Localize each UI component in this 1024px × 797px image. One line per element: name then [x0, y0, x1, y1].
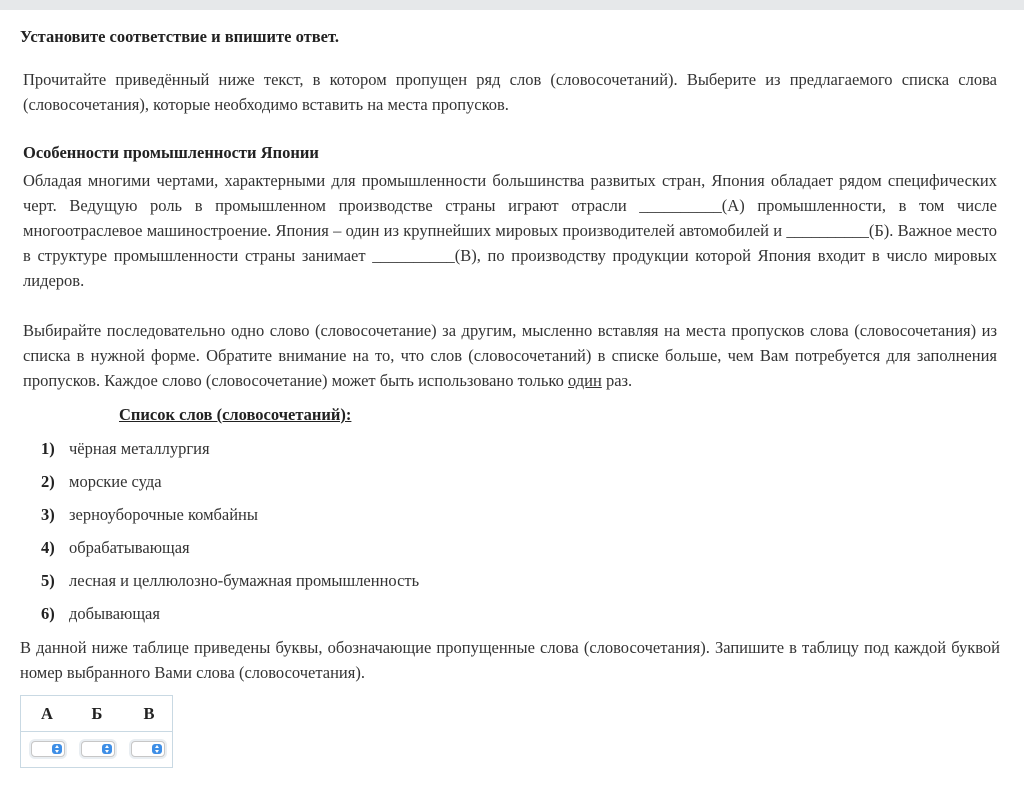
list-item-number: 5) — [41, 571, 55, 590]
answer-select-v[interactable] — [131, 741, 165, 757]
task-title: Установите соответствие и впишите ответ. — [20, 27, 339, 46]
answer-select-a[interactable] — [31, 741, 65, 757]
list-item — [41, 569, 419, 602]
instructions-end: раз. — [601, 371, 633, 390]
list-item — [41, 536, 419, 569]
list-item-text: добывающая — [69, 604, 160, 623]
text-body: Обладая многими чертами, характерными для промышленности большинства развитых стран, Япония обладает рядом специфических черт. Ведущую роль в промышленном производстве страны играют отрасли __________(А) промышленности, в том числе многоотраслевое машиностроение. Япония – один из крупнейших мировых производителей автомобилей и __________(Б). Важное место в структуре промышленности страны занимает __________(В), по производству продукции которой Япония входит в число мировых лидеров. — [23, 171, 997, 290]
answer-select-b[interactable] — [81, 741, 115, 757]
word-list-title: Список слов (словосочетаний): — [119, 405, 352, 424]
list-item-text: обрабатывающая — [69, 538, 190, 557]
instructions-text: Выбирайте последовательно одно слово (словосочетание) за другим, мысленно вставляя на места пропусков слова (словосочетания) из списка в нужной форме. Обратите внимание на то, что слов (словосочетаний) в списке больше, чем Вам потребуется для заполнения пропусков. Каждое слово (словосочетание) может быть использовано только — [23, 321, 997, 390]
list-item — [41, 437, 419, 470]
intro-paragraph: Прочитайте приведённый ниже текст, в котором пропущен ряд слов (словосочетаний). Выберите из предлагаемого списка слова (словосочетания), которые необходимо вставить на места пропусков. — [23, 70, 997, 114]
column-header-v: В — [143, 704, 155, 723]
list-item-number: 1) — [41, 439, 55, 458]
column-header-b: Б — [91, 704, 103, 723]
list-item-number: 4) — [41, 538, 55, 557]
instructions-underlined-word: один — [567, 371, 602, 390]
list-item-text: лесная и целлюлозно-бумажная промышленность — [69, 571, 420, 590]
column-header-a: А — [41, 704, 53, 723]
list-item-number: 6) — [41, 604, 55, 623]
list-item-number: 3) — [41, 505, 55, 524]
list-item — [41, 470, 419, 503]
top-bar — [0, 0, 1024, 10]
list-item — [41, 602, 419, 635]
list-item-text: чёрная металлургия — [69, 439, 210, 458]
list-item — [41, 503, 419, 536]
select-stepper-icon — [102, 744, 112, 754]
table-instructions: В данной ниже таблице приведены буквы, обозначающие пропущенные слова (словосочетания). Запишите в таблицу под каждой буквой номер выбранного Вами слова (словосочетания). — [20, 638, 1000, 682]
list-item-number: 2) — [41, 472, 55, 491]
list-item-text: зерноуборочные комбайны — [69, 505, 258, 524]
list-item-text: морские суда — [69, 472, 162, 491]
word-list — [41, 437, 419, 635]
select-stepper-icon — [152, 744, 162, 754]
select-stepper-icon — [52, 744, 62, 754]
instructions-paragraph — [23, 318, 997, 393]
answer-table — [20, 695, 173, 768]
answer-table-header — [21, 696, 172, 732]
text-heading: Особенности промышленности Японии — [23, 143, 319, 162]
